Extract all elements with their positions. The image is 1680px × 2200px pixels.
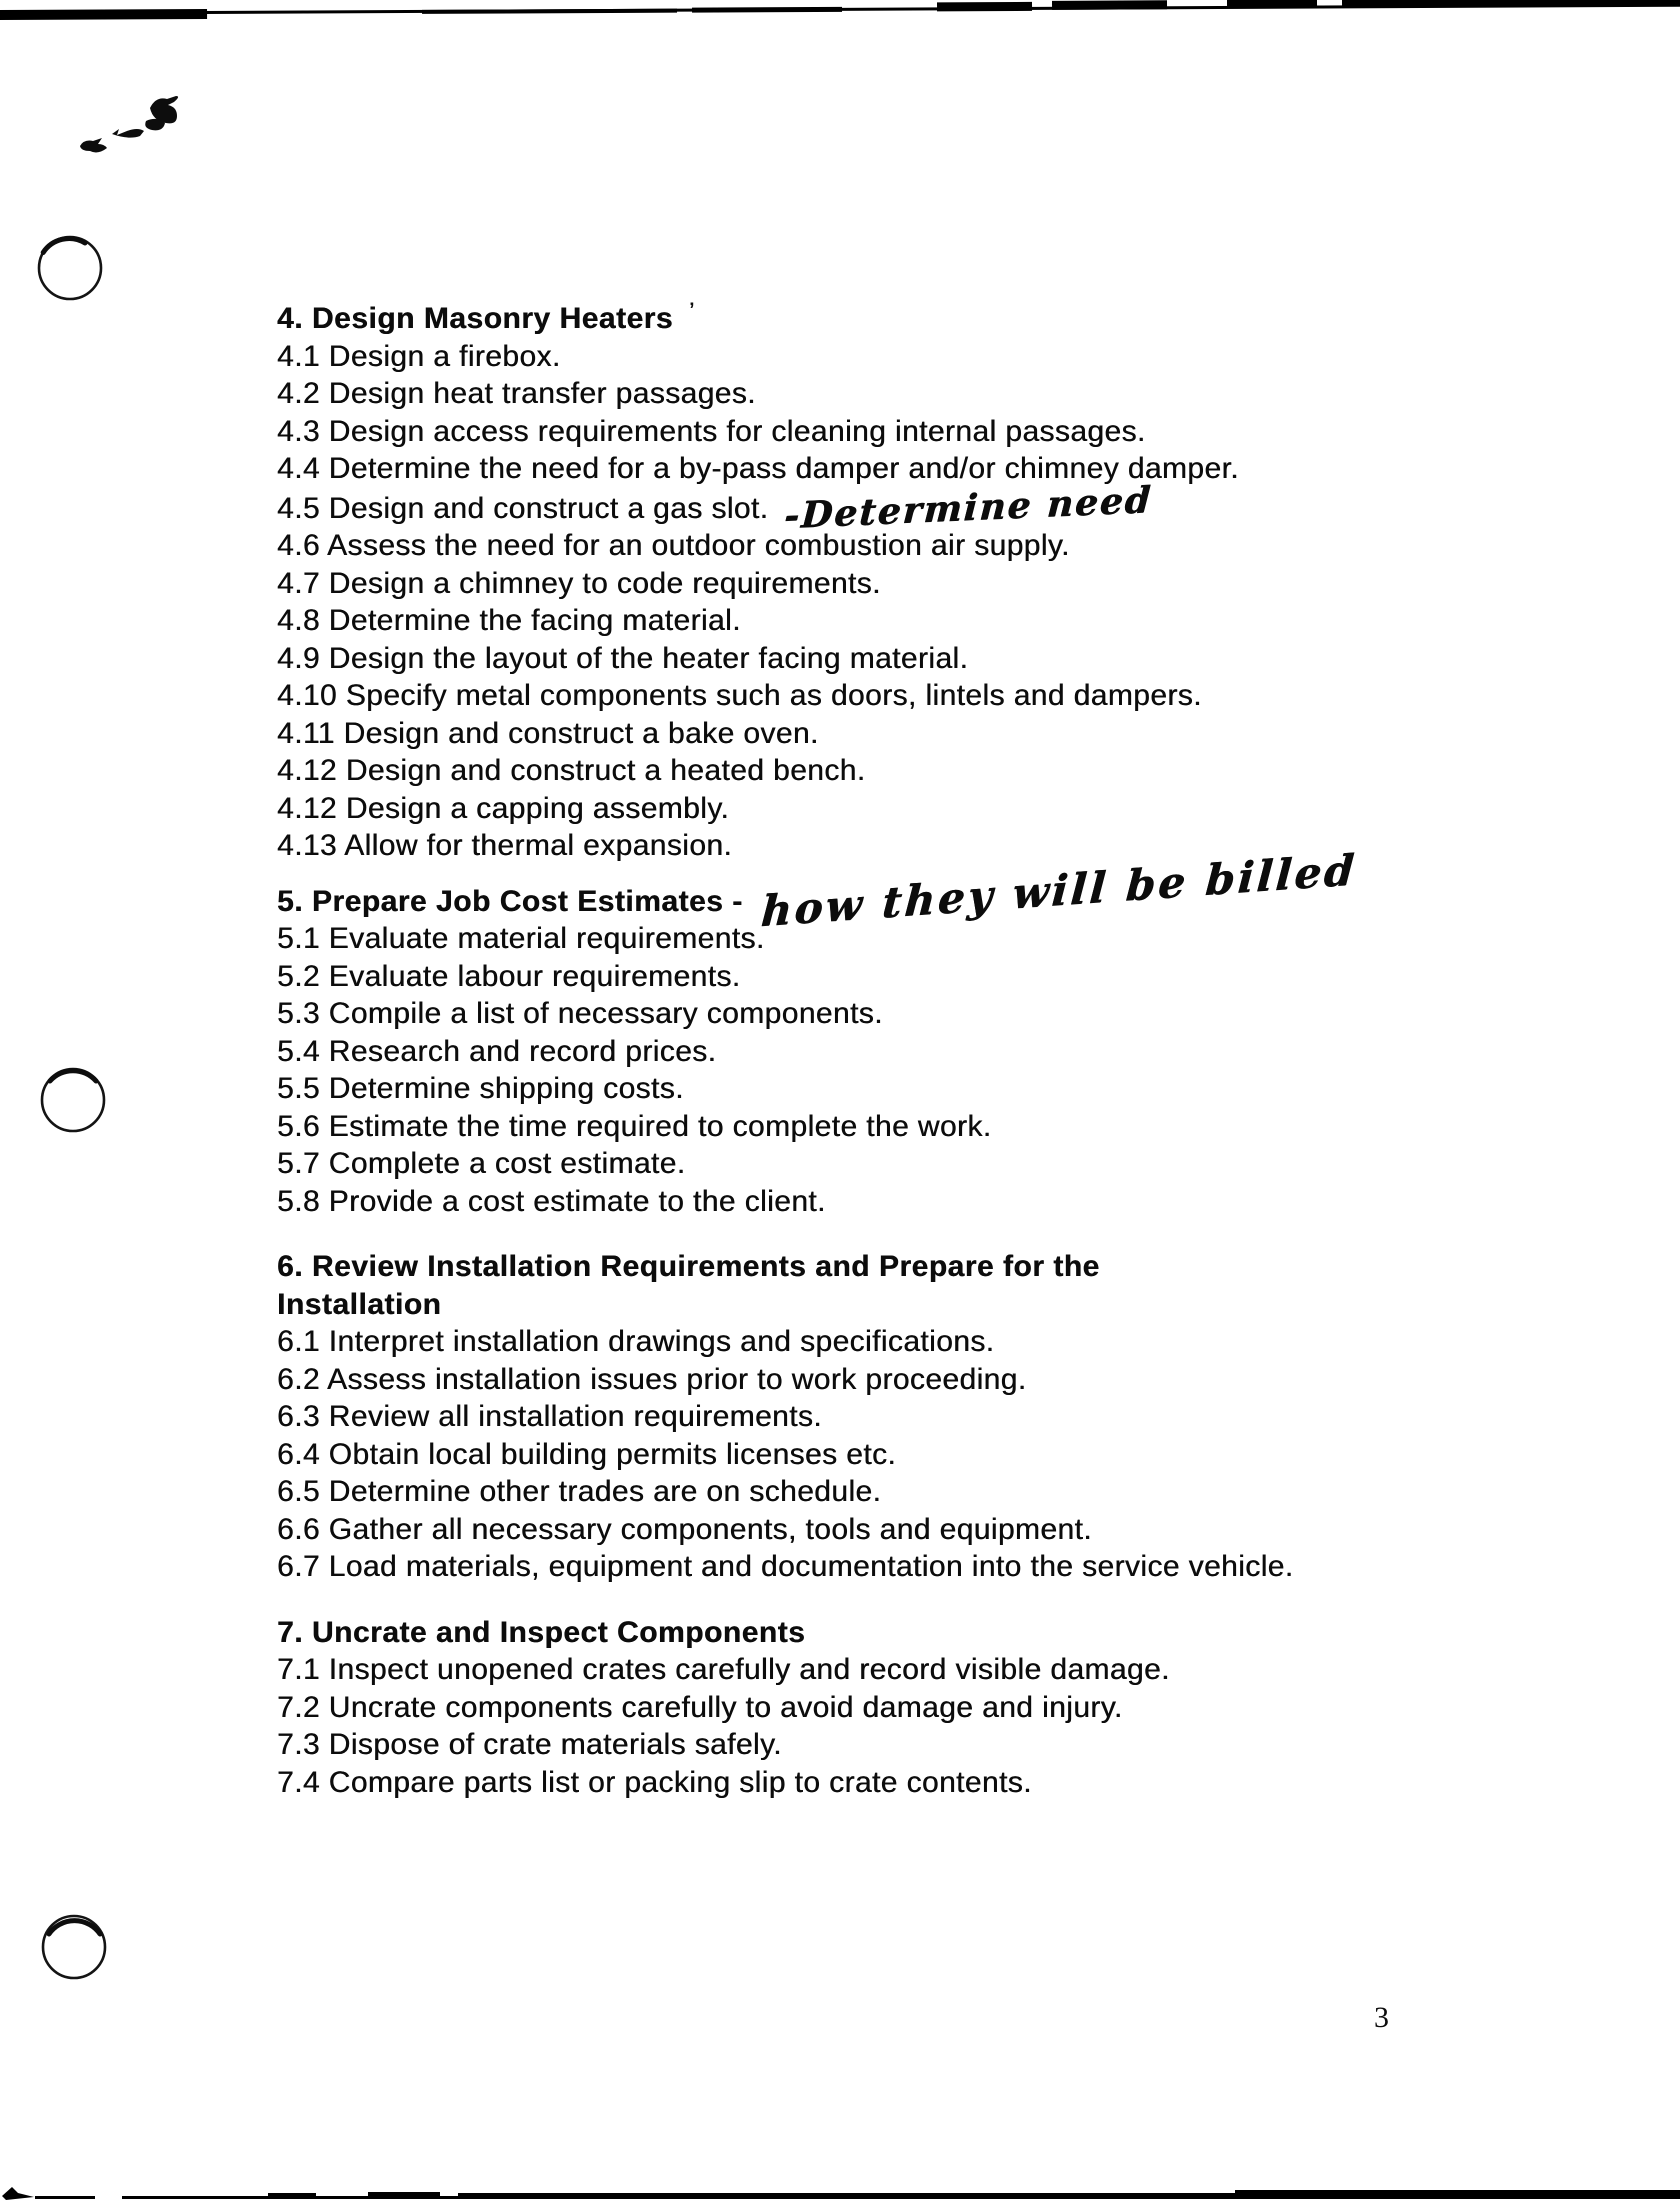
outline-item-text: 4.2 Design heat transfer passages. — [277, 377, 756, 410]
outline-item-text: 4.13 Allow for thermal expansion. — [277, 829, 733, 862]
outline-item — [277, 958, 1527, 996]
outline-item-text: 4.8 Determine the facing material. — [277, 604, 741, 637]
scan-artifact-top-edge — [0, 0, 1680, 34]
outline-item-text: 4.4 Determine the need for a by-pass damper and/or chimney damper. — [277, 452, 1239, 485]
outline-item — [277, 1108, 1527, 1146]
outline-item — [277, 1145, 1527, 1183]
outline-item — [277, 478, 1527, 537]
document-content — [277, 293, 1527, 1801]
handwritten-annotation: -Determine need — [783, 478, 1154, 537]
outline-item — [277, 677, 1527, 715]
outline-item — [277, 1398, 1527, 1436]
outline-item-text: 6.4 Obtain local building permits licenses etc. — [277, 1437, 897, 1471]
section-heading-text: 4. Design Masonry Heaters — [277, 302, 673, 335]
hole-punch — [38, 1065, 108, 1135]
outline-item-text: 5.5 Determine shipping costs. — [277, 1072, 684, 1105]
outline-item-text: 4.9 Design the layout of the heater facing material. — [277, 641, 969, 675]
outline-item-text: 4.10 Specify metal components such as doors, lintels and dampers. — [277, 679, 1202, 712]
outline-item — [277, 338, 1527, 376]
outline-item — [277, 1548, 1527, 1586]
section-heading — [277, 1286, 1527, 1324]
stray-tick-mark: ’ — [688, 298, 695, 325]
outline-item-text: 5.2 Evaluate labour requirements. — [277, 959, 741, 993]
outline-item — [277, 565, 1527, 603]
outline-item-text: 4.7 Design a chimney to code requirements. — [277, 566, 881, 600]
outline-item-text: 4.12 Design and construct a heated bench. — [277, 754, 866, 787]
outline-item — [277, 1436, 1527, 1474]
outline-item — [277, 1689, 1527, 1727]
outline-item-text: 6.3 Review all installation requirements. — [277, 1400, 822, 1433]
outline-item — [277, 1070, 1527, 1108]
section-heading-text: 7. Uncrate and Inspect Components — [277, 1615, 806, 1649]
outline-item-text: 7.4 Compare parts list or packing slip to crate contents. — [277, 1765, 1032, 1799]
outline-item — [277, 1651, 1527, 1689]
outline-item — [277, 1473, 1527, 1511]
outline-item — [277, 790, 1527, 828]
outline-item — [277, 715, 1527, 753]
section-heading-text: 5. Prepare Job Cost Estimates - — [277, 884, 743, 918]
outline-item — [277, 1361, 1527, 1399]
section-heading — [277, 1248, 1527, 1286]
outline-item-text: 7.3 Dispose of crate materials safely. — [277, 1728, 782, 1761]
outline-item — [277, 527, 1527, 565]
hole-punch — [39, 1912, 109, 1982]
outline-item — [277, 1323, 1527, 1361]
outline-item-text: 5.4 Research and record prices. — [277, 1034, 717, 1068]
outline-item-text: 6.2 Assess installation issues prior to work proceeding. — [277, 1362, 1027, 1396]
outline-item — [277, 1726, 1527, 1764]
document-section — [277, 1248, 1527, 1586]
outline-item-text: 4.11 Design and construct a bake oven. — [277, 716, 819, 750]
outline-item — [277, 375, 1527, 413]
outline-item — [277, 1764, 1527, 1802]
outline-item-text: 5.6 Estimate the time required to complete the work. — [277, 1109, 992, 1143]
document-section — [277, 1614, 1527, 1802]
section-heading — [277, 1614, 1527, 1652]
outline-item-text: 7.2 Uncrate components carefully to avoid damage and injury. — [277, 1690, 1123, 1724]
document-section — [277, 293, 1527, 865]
outline-item-text: 5.1 Evaluate material requirements. — [277, 922, 765, 955]
section-heading — [277, 293, 1527, 338]
outline-item — [277, 450, 1527, 488]
outline-item — [277, 995, 1527, 1033]
outline-item-text: 4.12 Design a capping assembly. — [277, 791, 730, 825]
outline-item-text: 7.1 Inspect unopened crates carefully and record visible damage. — [277, 1653, 1170, 1686]
outline-item-text: 4.3 Design access requirements for cleaning internal passages. — [277, 414, 1146, 448]
outline-item — [277, 1183, 1527, 1221]
outline-item-text: 5.3 Compile a list of necessary components. — [277, 997, 883, 1030]
section-heading-text: 6. Review Installation Requirements and Prepare for the — [277, 1250, 1100, 1283]
outline-item — [277, 1033, 1527, 1071]
outline-item-text: 4.1 Design a firebox. — [277, 339, 561, 373]
outline-item — [277, 752, 1527, 790]
page-number: 3 — [1374, 2001, 1389, 2034]
outline-item-text: 6.1 Interpret installation drawings and specifications. — [277, 1325, 995, 1358]
outline-item-text: 5.8 Provide a cost estimate to the client. — [277, 1184, 826, 1218]
outline-item-text: 4.6 Assess the need for an outdoor combustion air supply. — [277, 529, 1070, 562]
outline-item — [277, 602, 1527, 640]
outline-item-text: 6.7 Load materials, equipment and documentation into the service vehicle. — [277, 1550, 1294, 1583]
ink-smudge-marks — [70, 90, 190, 160]
hole-punch — [35, 233, 105, 303]
handwritten-annotation: how they will be billed — [759, 844, 1358, 936]
outline-item-text: 5.7 Complete a cost estimate. — [277, 1147, 686, 1180]
outline-item — [277, 413, 1527, 451]
outline-item-text: 4.5 Design and construct a gas slot. — [277, 491, 769, 525]
outline-item-text: 6.5 Determine other trades are on schedule. — [277, 1475, 882, 1508]
section-heading-text: Installation — [277, 1287, 442, 1321]
outline-item — [277, 640, 1527, 678]
outline-item — [277, 1511, 1527, 1549]
outline-item-text: 6.6 Gather all necessary components, tools and equipment. — [277, 1512, 1092, 1546]
